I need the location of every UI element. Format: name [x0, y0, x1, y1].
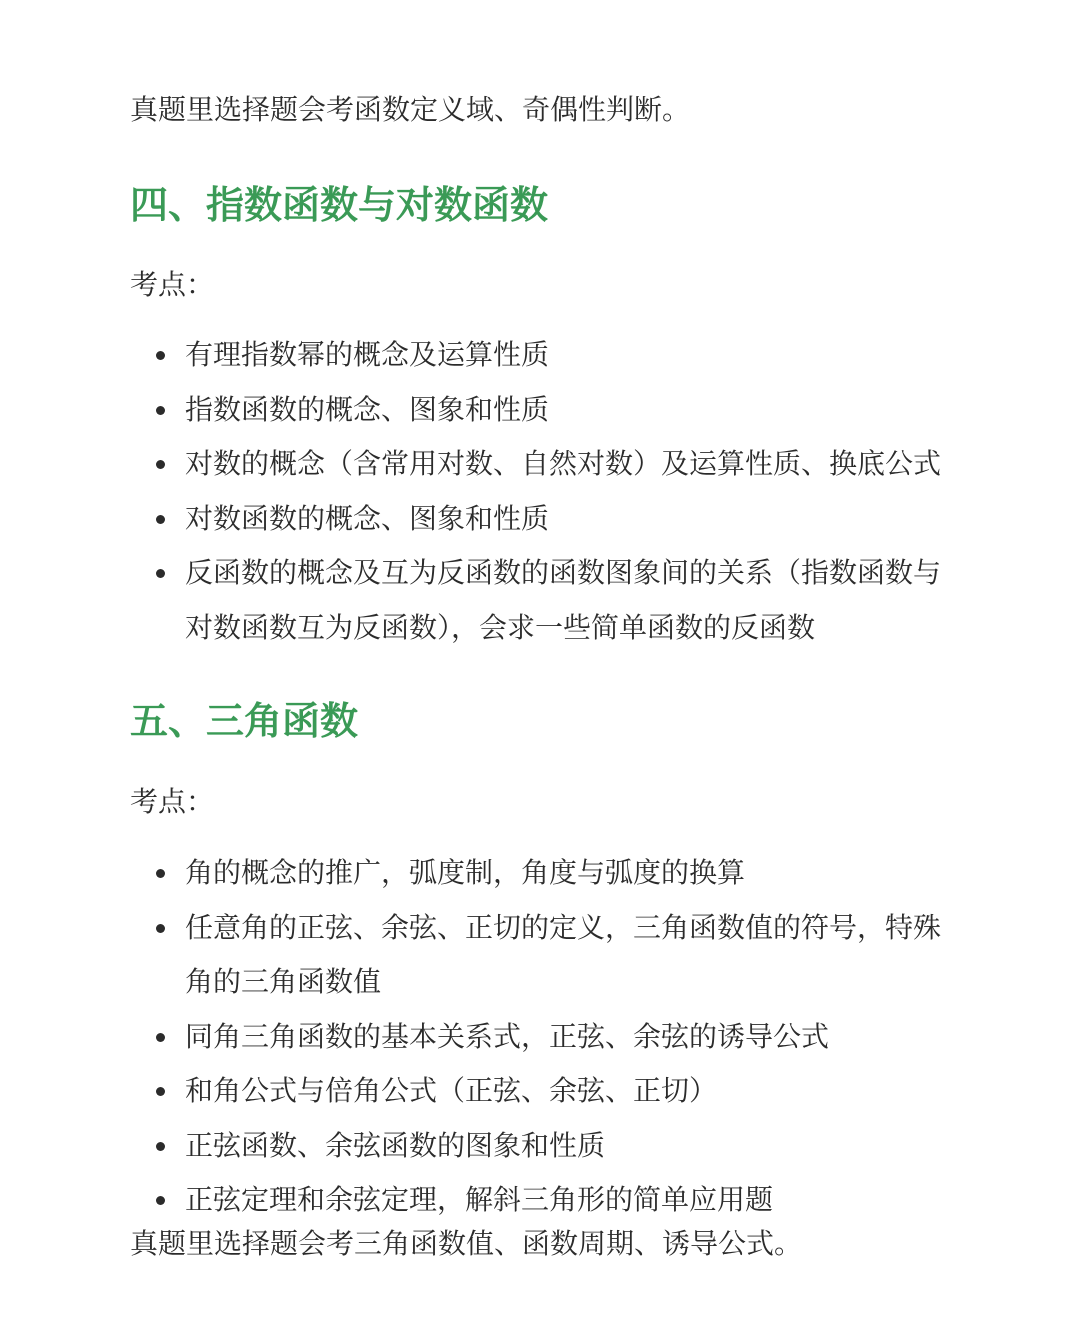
- list-item: [0, 546, 960, 655]
- list-item: [0, 437, 960, 492]
- list-item: [0, 383, 960, 438]
- bullet-icon: [156, 515, 165, 524]
- list-item-text: 正弦定理和余弦定理，解斜三角形的简单应用题: [185, 1183, 774, 1216]
- list-item-text: 反函数的概念及互为反函数的函数图象间的关系（指数函数与对数函数互为反函数），会求一些简单函数的反函数: [185, 556, 942, 644]
- closing-paragraph: 真题里选择题会考三角函数值、函数周期、诱导公式。: [130, 1227, 803, 1260]
- list-item-text: 对数函数的概念、图象和性质: [185, 501, 550, 535]
- bullet-icon: [156, 924, 165, 933]
- section-4-label: 考点：: [130, 268, 215, 301]
- list-item-text: 对数的概念（含常用对数、自然对数）及运算性质、换底公式: [185, 447, 942, 480]
- list-item: [0, 1119, 960, 1174]
- list-item-text: 和角公式与倍角公式（正弦、余弦、正切）: [185, 1074, 718, 1107]
- list-item-text: 任意角的正弦、余弦、正切的定义，三角函数值的符号，特殊角的三角函数值: [185, 910, 942, 998]
- intro-paragraph: 真题里选择题会考函数定义域、奇偶性判断。: [130, 93, 691, 126]
- list-item-text: 角的概念的推广，弧度制，角度与弧度的换算: [185, 856, 746, 889]
- bullet-icon: [156, 869, 165, 878]
- list-item: [0, 901, 960, 1010]
- bullet-icon: [156, 569, 165, 578]
- bullet-icon: [156, 460, 165, 469]
- bullet-icon: [156, 351, 165, 360]
- bullet-icon: [156, 1033, 165, 1042]
- list-item: [0, 328, 960, 383]
- list-item: [0, 492, 960, 547]
- list-item-text: 正弦函数、余弦函数的图象和性质: [185, 1128, 606, 1162]
- list-item-text: 指数函数的概念、图象和性质: [185, 392, 550, 426]
- section-5-heading: 五、三角函数: [130, 699, 359, 743]
- bullet-icon: [156, 406, 165, 415]
- section-4-list: [0, 328, 1080, 655]
- list-item: [0, 1173, 960, 1228]
- bullet-icon: [156, 1087, 165, 1096]
- bullet-icon: [156, 1196, 165, 1205]
- list-item-text: 同角三角函数的基本关系式，正弦、余弦的诱导公式: [185, 1019, 830, 1053]
- bullet-icon: [156, 1142, 165, 1151]
- section-5-list: [0, 846, 1080, 1228]
- list-item-text: 有理指数幂的概念及运算性质: [185, 338, 550, 371]
- list-item: [0, 1064, 960, 1119]
- list-item: [0, 846, 960, 901]
- section-4-heading: 四、指数函数与对数函数: [130, 183, 549, 227]
- section-5-label: 考点：: [130, 785, 215, 818]
- list-item: [0, 1010, 960, 1065]
